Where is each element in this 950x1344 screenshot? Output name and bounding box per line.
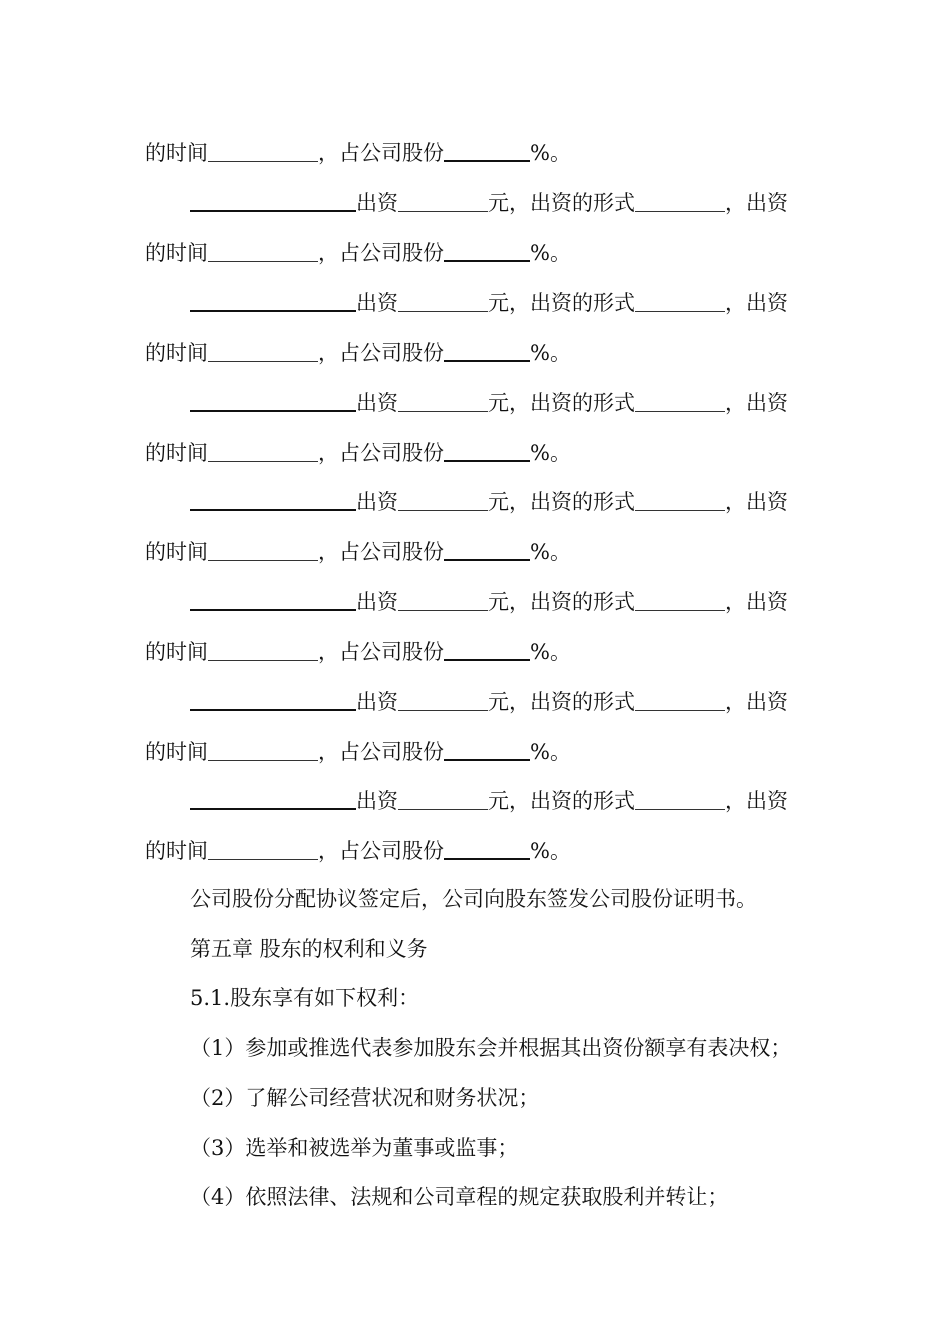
form-blank[interactable] xyxy=(635,389,725,412)
amount-blank[interactable] xyxy=(398,688,488,711)
contrib-label: 出资 xyxy=(356,291,398,315)
percent-suffix: %。 xyxy=(530,640,571,664)
rights-item: （1）参加或推选代表参加股东会并根据其出资份额享有表决权； xyxy=(190,1036,792,1060)
time-label: 的时间 xyxy=(145,839,208,863)
percent-blank[interactable] xyxy=(444,737,530,761)
time-label: 的时间 xyxy=(145,241,208,265)
contrib-end-label: ，出资 xyxy=(725,391,788,415)
amount-blank[interactable] xyxy=(398,488,488,511)
shareholder-name-blank[interactable] xyxy=(190,687,356,711)
form-blank[interactable] xyxy=(635,488,725,511)
yuan-label: 元，出资的形式 xyxy=(488,490,635,514)
time-label: 的时间 xyxy=(145,640,208,664)
time-share-line xyxy=(145,436,571,466)
yuan-label: 元，出资的形式 xyxy=(488,391,635,415)
time-blank[interactable] xyxy=(208,837,318,860)
time-share-line xyxy=(145,735,571,765)
time-share-line xyxy=(145,535,571,565)
percent-suffix: %。 xyxy=(530,441,571,465)
contribution-line xyxy=(190,784,788,814)
form-blank[interactable] xyxy=(635,289,725,312)
contrib-label: 出资 xyxy=(356,789,398,813)
shareholder-name-blank[interactable] xyxy=(190,786,356,810)
contrib-end-label: ，出资 xyxy=(725,490,788,514)
contribution-line xyxy=(190,286,788,316)
percent-suffix: %。 xyxy=(530,241,571,265)
percent-suffix: %。 xyxy=(530,141,571,165)
shareholder-name-blank[interactable] xyxy=(190,188,356,212)
percent-suffix: %。 xyxy=(530,341,571,365)
contribution-line xyxy=(190,386,788,416)
contrib-label: 出资 xyxy=(356,490,398,514)
time-label: 的时间 xyxy=(145,141,208,165)
rights-item: （3）选举和被选举为董事或监事； xyxy=(190,1136,519,1160)
contribution-line xyxy=(190,685,788,715)
time-label: 的时间 xyxy=(145,341,208,365)
share-label: ，占公司股份 xyxy=(318,241,444,265)
yuan-label: 元，出资的形式 xyxy=(488,291,635,315)
amount-blank[interactable] xyxy=(398,189,488,212)
time-share-line xyxy=(145,136,571,166)
form-blank[interactable] xyxy=(635,189,725,212)
contrib-label: 出资 xyxy=(356,391,398,415)
contrib-end-label: ，出资 xyxy=(725,690,788,714)
time-blank[interactable] xyxy=(208,139,318,162)
section-heading: 5.1.股东享有如下权利： xyxy=(190,986,420,1010)
share-label: ，占公司股份 xyxy=(318,141,444,165)
contribution-line xyxy=(190,585,788,615)
contribution-line xyxy=(190,485,788,515)
chapter-heading: 第五章 股东的权利和义务 xyxy=(190,937,428,961)
form-blank[interactable] xyxy=(635,688,725,711)
time-blank[interactable] xyxy=(208,538,318,561)
shareholder-name-blank[interactable] xyxy=(190,388,356,412)
percent-blank[interactable] xyxy=(444,637,530,661)
contrib-label: 出资 xyxy=(356,590,398,614)
share-label: ，占公司股份 xyxy=(318,839,444,863)
time-share-line xyxy=(145,635,571,665)
time-blank[interactable] xyxy=(208,638,318,661)
percent-suffix: %。 xyxy=(530,740,571,764)
amount-blank[interactable] xyxy=(398,787,488,810)
shareholder-name-blank[interactable] xyxy=(190,487,356,511)
contrib-end-label: ，出资 xyxy=(725,191,788,215)
time-blank[interactable] xyxy=(208,339,318,362)
percent-blank[interactable] xyxy=(444,138,530,162)
contrib-end-label: ，出资 xyxy=(725,590,788,614)
time-blank[interactable] xyxy=(208,738,318,761)
rights-item: （2）了解公司经营状况和财务状况； xyxy=(190,1086,540,1110)
contribution-line xyxy=(190,186,788,216)
contrib-end-label: ，出资 xyxy=(725,789,788,813)
share-label: ，占公司股份 xyxy=(318,540,444,564)
time-blank[interactable] xyxy=(208,439,318,462)
share-label: ，占公司股份 xyxy=(318,341,444,365)
form-blank[interactable] xyxy=(635,588,725,611)
share-label: ，占公司股份 xyxy=(318,640,444,664)
time-blank[interactable] xyxy=(208,239,318,262)
percent-blank[interactable] xyxy=(444,438,530,462)
time-share-line xyxy=(145,336,571,366)
contrib-label: 出资 xyxy=(356,191,398,215)
time-share-line xyxy=(145,236,571,266)
amount-blank[interactable] xyxy=(398,389,488,412)
yuan-label: 元，出资的形式 xyxy=(488,690,635,714)
contrib-end-label: ，出资 xyxy=(725,291,788,315)
time-label: 的时间 xyxy=(145,540,208,564)
amount-blank[interactable] xyxy=(398,588,488,611)
shareholder-name-blank[interactable] xyxy=(190,288,356,312)
percent-blank[interactable] xyxy=(444,836,530,860)
time-share-line xyxy=(145,834,571,864)
share-label: ，占公司股份 xyxy=(318,740,444,764)
time-label: 的时间 xyxy=(145,441,208,465)
rights-item: （4）依照法律、法规和公司章程的规定获取股利并转让； xyxy=(190,1185,729,1209)
percent-blank[interactable] xyxy=(444,537,530,561)
percent-suffix: %。 xyxy=(530,839,571,863)
shareholder-name-blank[interactable] xyxy=(190,587,356,611)
percent-blank[interactable] xyxy=(444,238,530,262)
yuan-label: 元，出资的形式 xyxy=(488,191,635,215)
yuan-label: 元，出资的形式 xyxy=(488,789,635,813)
form-blank[interactable] xyxy=(635,787,725,810)
time-label: 的时间 xyxy=(145,740,208,764)
yuan-label: 元，出资的形式 xyxy=(488,590,635,614)
certificate-paragraph: 公司股份分配协议签定后，公司向股东签发公司股份证明书。 xyxy=(190,887,757,911)
contrib-label: 出资 xyxy=(356,690,398,714)
percent-suffix: %。 xyxy=(530,540,571,564)
share-label: ，占公司股份 xyxy=(318,441,444,465)
percent-blank[interactable] xyxy=(444,338,530,362)
amount-blank[interactable] xyxy=(398,289,488,312)
